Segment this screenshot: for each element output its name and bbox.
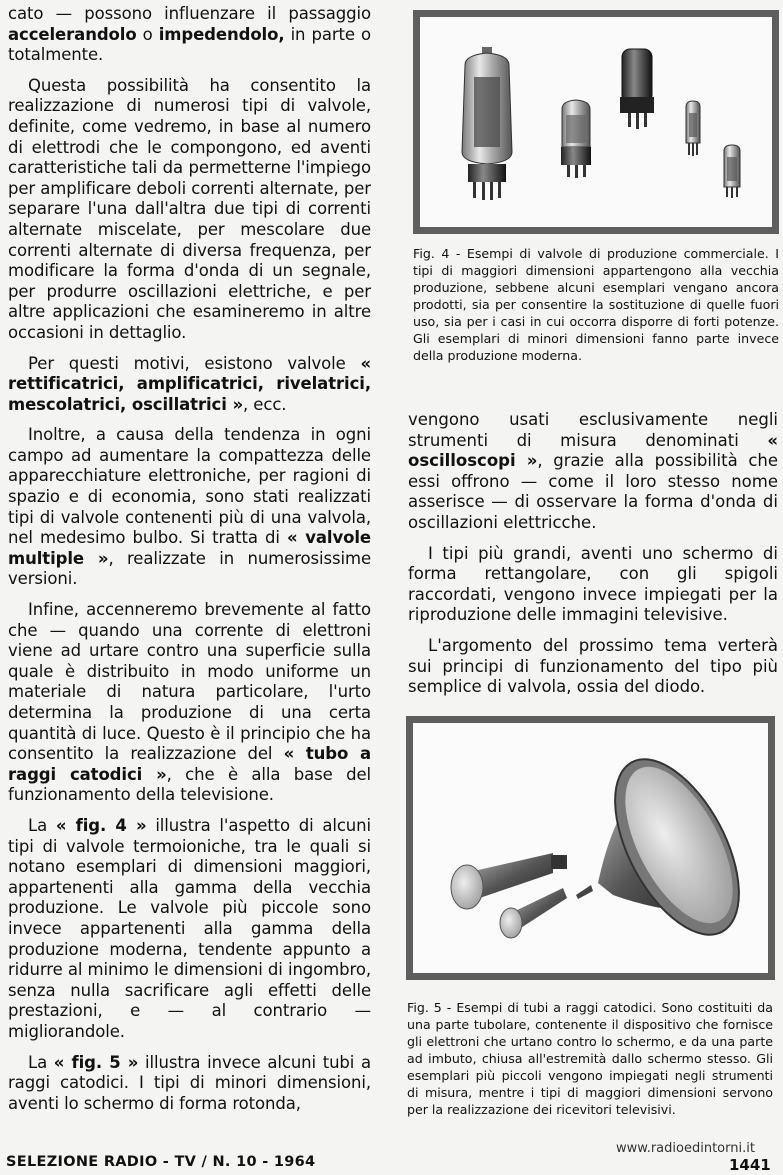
- paragraph-1: cato — possono influenzare il passaggio accelerandolo o impedendolo, in parte o totalmente.: [8, 4, 371, 65]
- paragraph-5: Infine, accenneremo brevemente al fatto che — quando una corrente di elettroni viene ad urtare contro una superficie sulla quale è distribuito in modo uniforme un materiale di natura particolare, l'urto determina la produzione di una certa quantità di luce. Questo è il principio che ha consentito la realizzazione del « tubo a raggi catodici », che è alla base del funzionamento della televisione.: [8, 600, 372, 805]
- fig5-photo-crt: [406, 716, 775, 980]
- right-paragraph-1: vengono usati esclusivamente negli strumenti di misura denominati « oscilloscopi », grazie alla possibilità che essi offrono — come il loro stesso nome asserisce — di osservare la forma d'onda di oscillazioni elettricche.: [408, 410, 778, 532]
- right-paragraph-2: I tipi più grandi, aventi uno schermo di forma rettangolare, con gli spigoli raccordati, vengono invece impiegati per la riproduzione delle immagini televisive.: [408, 543, 778, 625]
- paragraph-3: Per questi motivi, esistono valvole « rettificatrici, amplificatrici, rivelatrici, mescolatrici, oscillatrici », ecc.: [8, 353, 371, 414]
- website-url: www.radioedintorni.it: [616, 1141, 755, 1156]
- paragraph-4: Inoltre, a causa della tendenza in ogni campo ad aumentare la compattezza delle apparecchiature elettroniche, per ragioni di spazio e di economia, sono stati realizzati tipi di valvole contenenti più di una valvola, nel medesimo bulbo. Si tratta di « valvole multiple », realizzate in numerosissime versioni.: [8, 425, 371, 589]
- magazine-footer: SELEZIONE RADIO - TV / N. 10 - 1964: [6, 1154, 316, 1170]
- paragraph-6: La « fig. 4 » illustra l'aspetto di alcuni tipi di valvole termoioniche, tra le quali si notano esemplari di dimensioni maggiori, appartenenti alla gamma della vecchia produzione. Le valvole più piccole sono invece appartenenti alla gamma della produzione moderna, tendente appunto a ridurre al minimo le dimensioni di ingombro, senza nulla sacrificare agli effetti delle prestazioni, e — al contrario — migliorandole.: [8, 815, 372, 1041]
- fig4-caption: Fig. 4 - Esempi di valvole di produzione commerciale. I tipi di maggiori dimensioni appartengono alla vecchia produzione, sebbene alcuni esemplari vengano ancora prodotti, sia per consentire la sostituzione di quelle fuori uso, sia per i casi in cui occorra disporre di forti potenze. Gli esemplari di minori dimensioni fanno parte invece della produzione moderna.: [413, 246, 779, 363]
- crt-illustration: [413, 723, 768, 973]
- miniature-valve-1: [686, 101, 700, 156]
- paragraph-7: La « fig. 5 » illustra invece alcuni tubi a raggi catodici. I tipi di minori dimensioni, aventi lo schermo di forma rotonda,: [8, 1052, 371, 1113]
- miniature-valve-2: [724, 145, 740, 198]
- page-number: 1441: [729, 1156, 771, 1174]
- paragraph-2: Questa possibilità ha consentito la realizzazione di numerosi tipi di valvole, definite, come vedremo, in base al numero di elettrodi che le compongono, ed aventi caratteristiche tali da permetterne l'impiego per amplificare deboli correnti alternate, per separare l'una dall'altra due tipi di correnti alternate miscelate, per mescolare due correnti alternate di diversa frequenza, per modificare la forma d'onda di un segnale, per produrre oscillazioni elettriche, e per altre applicazioni che esamineremo in altre occasioni in dettaglio.: [8, 75, 371, 342]
- left-column: [8, 4, 371, 1124]
- right-column-text: [408, 410, 778, 708]
- valves-illustration: [420, 17, 772, 227]
- fig4-photo-valves: [413, 10, 779, 234]
- fig5-caption: Fig. 5 - Esempi di tubi a raggi catodici. Sono costituiti da una parte tubolare, contenente il dispositivo che fornisce gli elettroni che urtano contro lo schermo, e da una parte ad imbuto, chiusa all'estremità dallo schermo stesso. Gli esemplari più piccoli vengono impiegati negli strumenti di misura, mentre i tipi di maggiori dimensioni servono per la realizzazione dei ricevitori televisivi.: [407, 1000, 773, 1117]
- right-paragraph-3: L'argomento del prossimo tema verterà sui principi di funzionamento del tipo più semplice di valvola, ossia del diodo.: [408, 635, 778, 697]
- large-valve: [462, 47, 512, 200]
